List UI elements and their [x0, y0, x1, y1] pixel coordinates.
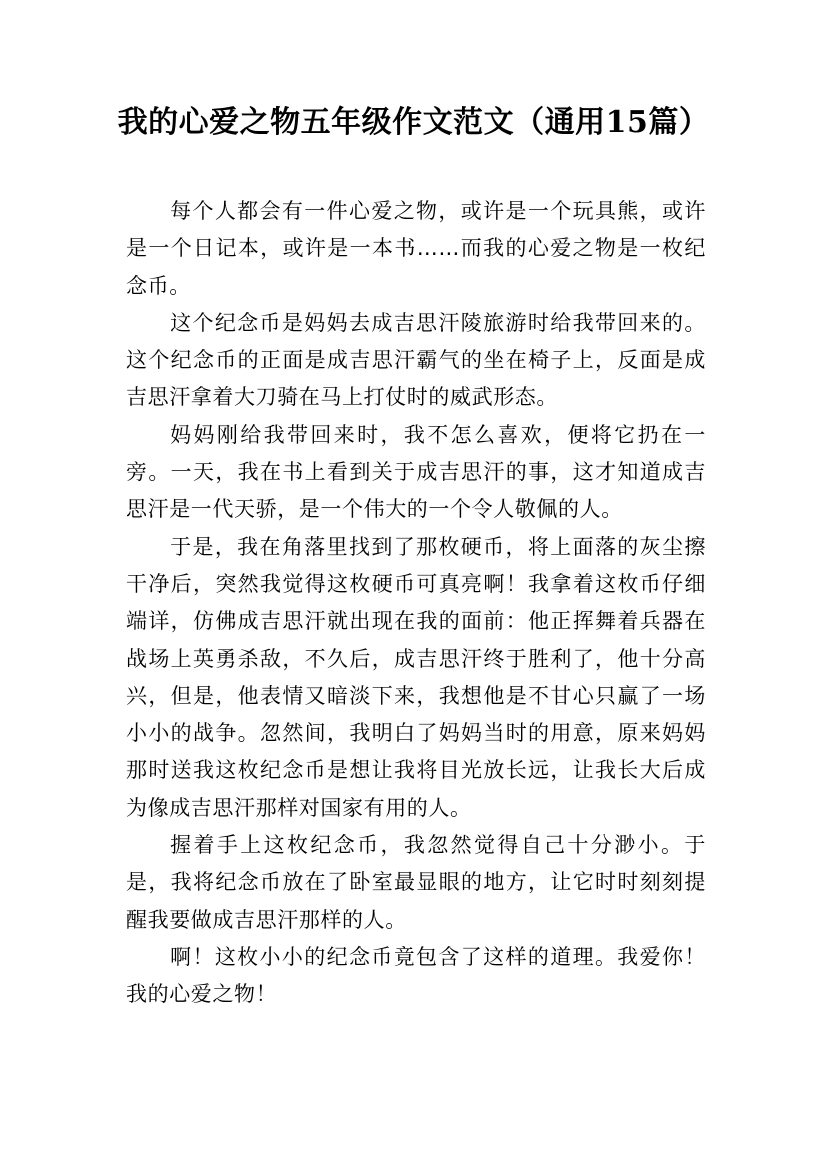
paragraph: 这个纪念币是妈妈去成吉思汗陵旅游时给我带回来的。这个纪念币的正面是成吉思汗霸气的坐在椅子上，反面是成吉思汗拿着大刀骑在马上打仗时的威武形态。 — [126, 310, 706, 410]
document-body — [126, 193, 706, 1014]
paragraph: 啊！这枚小小的纪念币竟包含了这样的道理。我爱你！我的心爱之物！ — [126, 944, 706, 1007]
document-title: 我的心爱之物五年级作文范文（通用15篇） — [117, 105, 710, 140]
paragraph: 于是，我在角落里找到了那枚硬币，将上面落的灰尘擦干净后，突然我觉得这枚硬币可真亮啊！我拿着这枚币仔细端详，仿佛成吉思汗就出现在我的面前：他正挥舞着兵器在战场上英勇杀敌，不久后，成吉思汗终于胜利了，他十分高兴，但是，他表情又暗淡下来，我想他是不甘心只赢了一场小小的战争。忽然间，我明白了妈妈当时的用意，原来妈妈那时送我这枚纪念币是想让我将目光放长远，让我长大后成为像成吉思汗那样对国家有用的人。 — [126, 534, 706, 820]
paragraph: 每个人都会有一件心爱之物，或许是一个玩具熊，或许是一个日记本，或许是一本书……而我的心爱之物是一枚纪念币。 — [126, 199, 706, 298]
paragraph: 妈妈刚给我带回来时，我不怎么喜欢，便将它扔在一旁。一天，我在书上看到关于成吉思汗的事，这才知道成吉思汗是一代天骄，是一个伟大的一个令人敬佩的人。 — [126, 422, 706, 522]
paragraph: 握着手上这枚纪念币，我忽然觉得自己十分渺小。于是，我将纪念币放在了卧室最显眼的地方，让它时时刻刻提醒我要做成吉思汗那样的人。 — [126, 833, 706, 932]
